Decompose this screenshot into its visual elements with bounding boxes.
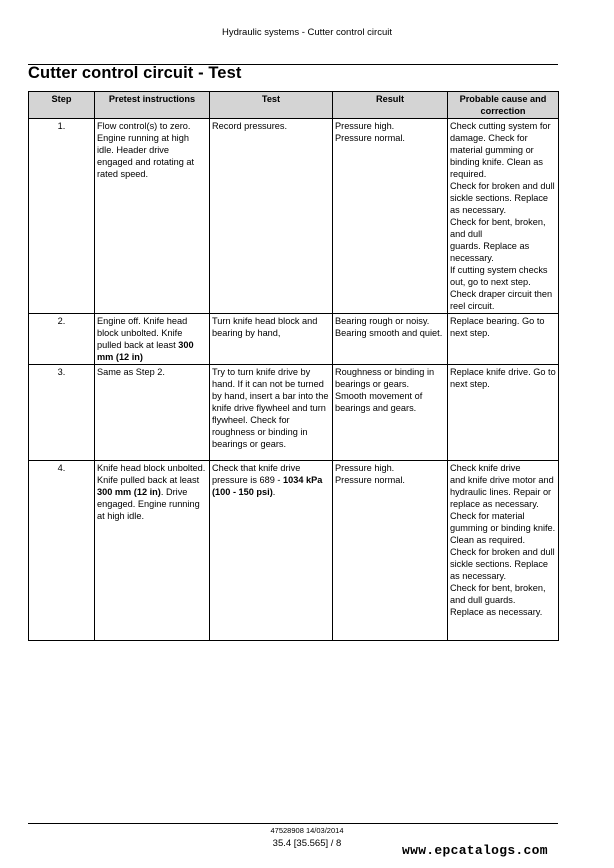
test-cell: Record pressures. — [210, 119, 333, 314]
test-pressure-range: 1034 kPa (100 - 150 psi) — [212, 475, 323, 497]
result-cell: Pressure high. Pressure normal. — [333, 119, 448, 314]
cause-cell: Replace bearing. Go to next step. — [448, 314, 559, 365]
table-row — [29, 461, 559, 641]
test-cell: Turn knife head block and bearing by hand, — [210, 314, 333, 365]
test-procedure-table — [28, 91, 559, 641]
header-result: Result — [333, 92, 448, 119]
result-cell: Pressure high. Pressure normal. — [333, 461, 448, 641]
cause-cell: Check knife drive and knife drive motor and hydraulic lines. Repair or replace as necessary. Check for material gumming or binding knife. Clean as required. Check for broken and dull sickle sections. Replace as necessary. Check for bent, broken, and dull guards. Replace as necessary. — [448, 461, 559, 641]
result-cell: Bearing rough or noisy. Bearing smooth and quiet. — [333, 314, 448, 365]
result-cell: Roughness or binding in bearings or gears. Smooth movement of bearings and gears. — [333, 365, 448, 461]
document-id: 47528908 14/03/2014 — [270, 826, 344, 835]
table-header-row — [29, 92, 559, 119]
pretest-cell — [95, 314, 210, 365]
footer-rule — [28, 823, 558, 824]
step-cell: 4. — [29, 461, 95, 641]
step-cell: 3. — [29, 365, 95, 461]
pretest-text: Knife head block unbolted. Knife pulled back at least — [97, 463, 206, 485]
pretest-distance: 300 mm (12 in) — [97, 340, 194, 362]
test-cell: Try to turn knife drive by hand. If it can not be turned by hand, insert a bar into the knife drive flywheel and turn flywheel. Check for roughness or binding in bearings or gears. — [210, 365, 333, 461]
table-row — [29, 314, 559, 365]
pretest-distance: 300 mm — [97, 487, 132, 497]
test-cell — [210, 461, 333, 641]
step-cell: 2. — [29, 314, 95, 365]
table-row — [29, 119, 559, 314]
pretest-text-end: . Drive engaged. Engine running at high idle. — [97, 487, 200, 521]
cause-cell: Check cutting system for damage. Check for material gumming or binding knife. Clean as required. Check for broken and dull sickle sections. Replace as necessary. Check for bent, broken, and dull guards. Replace as necessary. If cutting system checks out, go to next step. Check draper circuit then reel circuit. — [448, 119, 559, 314]
page-number: 35.4 [35.565] / 8 — [272, 838, 342, 849]
test-text: Check that knife drive pressure is 689 - — [212, 463, 301, 485]
pretest-text: Engine off. Knife head block unbolted. Knife pulled back at least — [97, 316, 188, 350]
section-title: Cutter control circuit - Test — [28, 64, 242, 82]
step-cell: 1. — [29, 119, 95, 314]
running-header: Hydraulic systems - Cutter control circuit — [222, 27, 392, 38]
watermark-link[interactable]: www.epcatalogs.com — [402, 843, 548, 858]
test-text-end: . — [272, 487, 276, 497]
cause-cell: Replace knife drive. Go to next step. — [448, 365, 559, 461]
pretest-cell — [95, 461, 210, 641]
header-test: Test — [210, 92, 333, 119]
header-step: Step — [29, 92, 95, 119]
table-row — [29, 365, 559, 461]
header-cause: Probable cause and correction — [448, 92, 559, 119]
pretest-cell: Flow control(s) to zero. Engine running at high idle. Header drive engaged and rotating at rated speed. — [95, 119, 210, 314]
pretest-cell: Same as Step 2. — [95, 365, 210, 461]
pretest-distance-imperial: (12 in) — [133, 487, 161, 497]
header-pretest: Pretest instructions — [95, 92, 210, 119]
